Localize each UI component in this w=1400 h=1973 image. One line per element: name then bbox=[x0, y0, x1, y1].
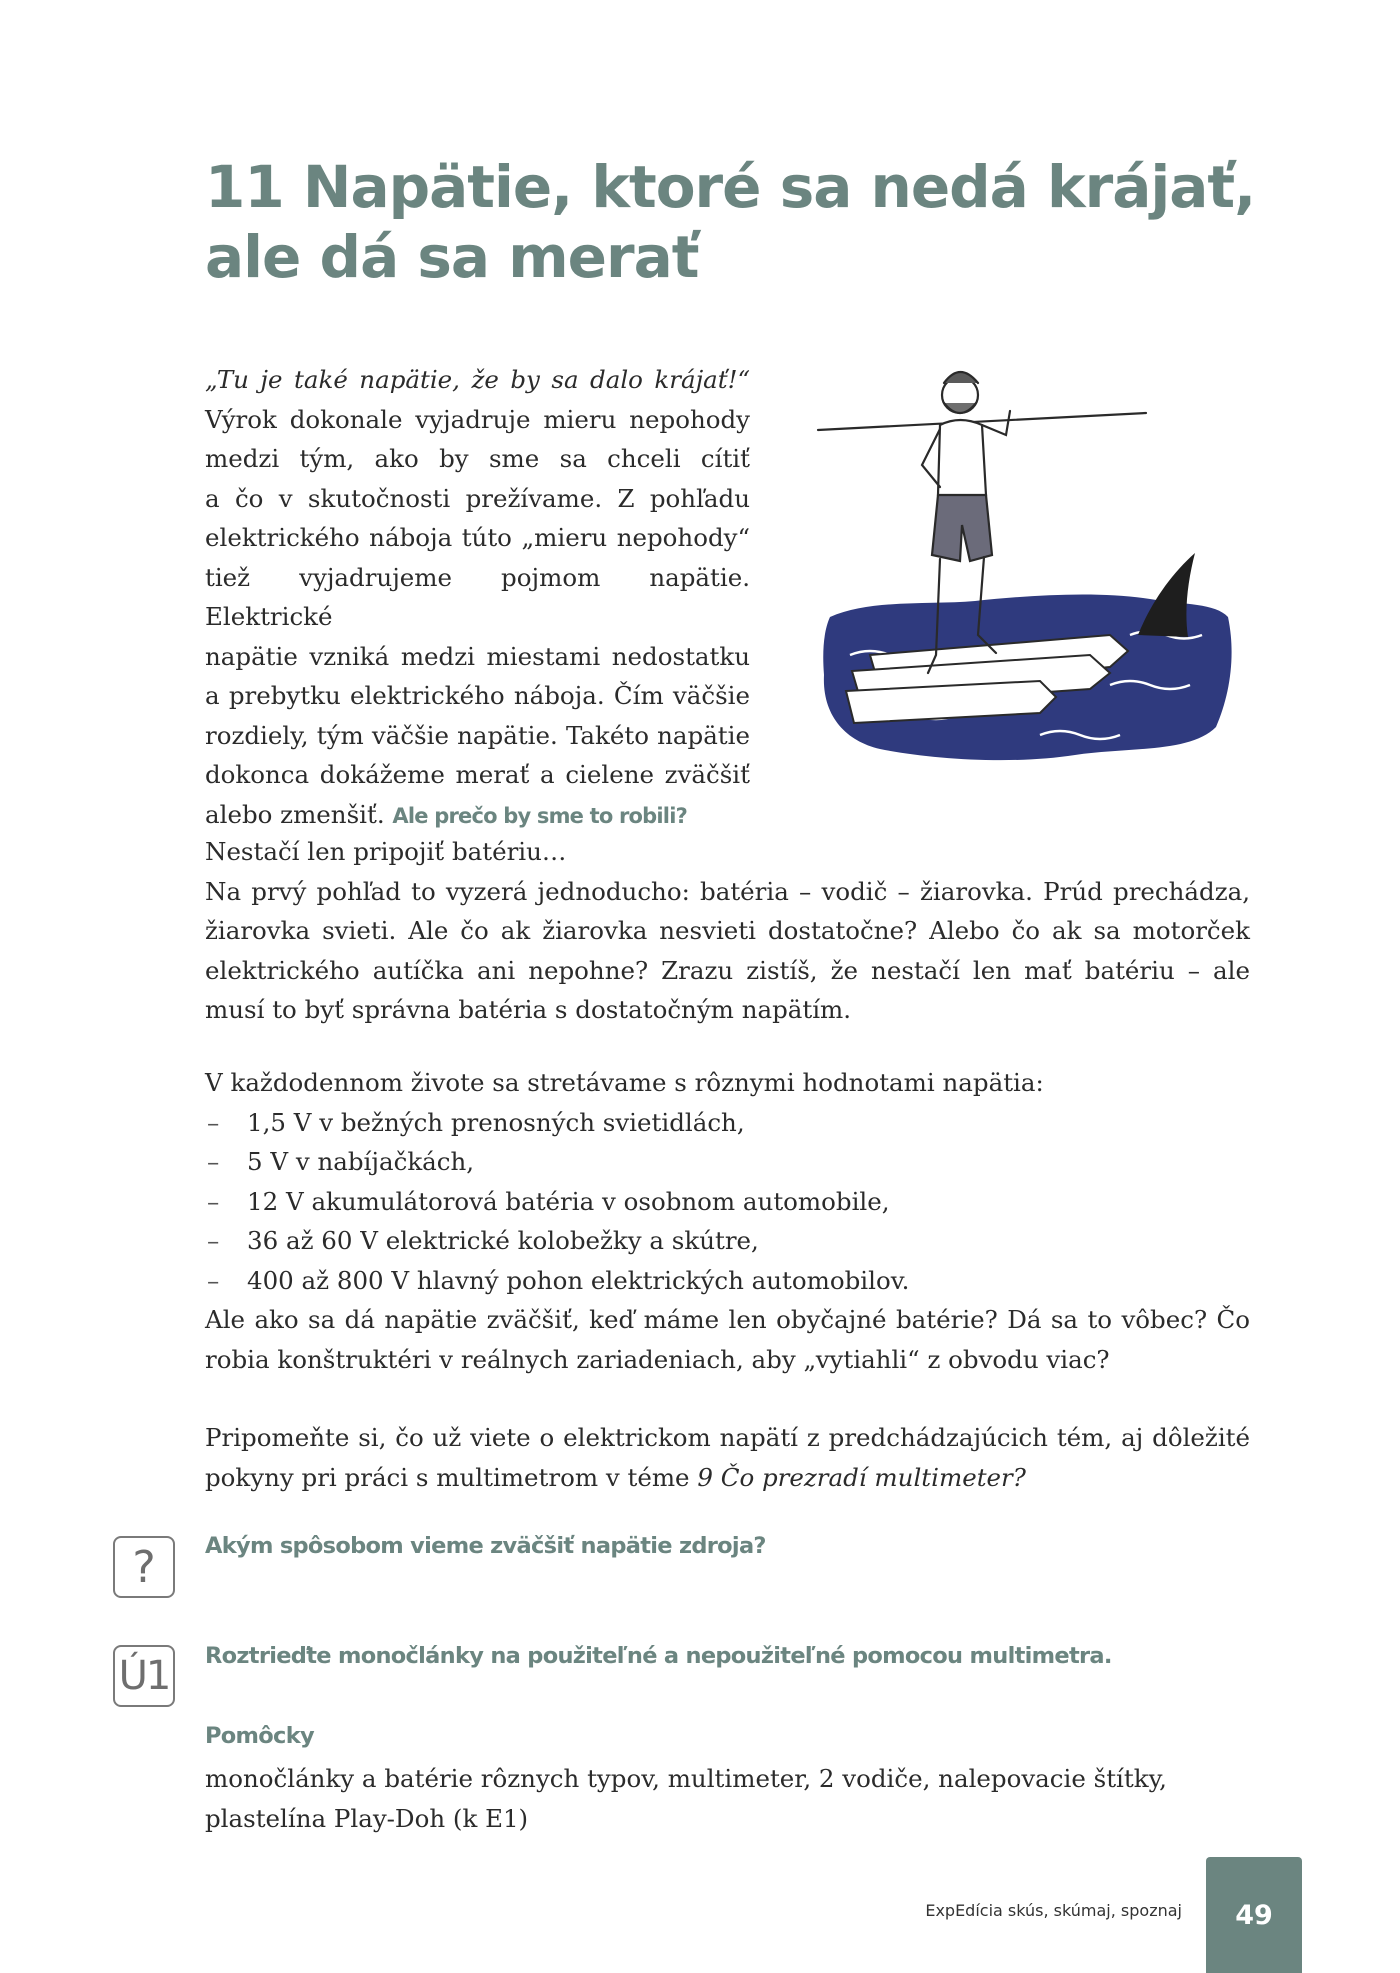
footer-book-title: ExpEdícia skús, skúmaj, spoznaj bbox=[925, 1901, 1182, 1920]
intro-line: a prebytku elektrického náboja. Čím väčšie bbox=[205, 681, 750, 710]
intro-last-line bbox=[205, 795, 750, 837]
shark-fin-icon bbox=[1138, 553, 1195, 637]
task-heading: Roztrieďte monočlánky na použiteľné a nepoužiteľné pomocou multimetra. bbox=[205, 1643, 1112, 1669]
intro-quote: „Tu je také napätie, že by sa dalo krájať!“ bbox=[205, 365, 750, 394]
intro-line: a čo v skutočnosti prežívame. Z pohľadu bbox=[205, 483, 750, 513]
tools-heading: Pomôcky bbox=[205, 1723, 314, 1749]
list-item: – 400 až 800 V hlavný pohon elektrických automobilov. bbox=[205, 1261, 1250, 1301]
section2-lead: V každodennom živote sa stretávame s rôznymi hodnotami napätia: bbox=[205, 1068, 1044, 1097]
section1-lead: Nestačí len pripojiť batériu… bbox=[205, 837, 567, 866]
intro-line: tiež vyjadrujeme pojmom napätie. Elektrické bbox=[205, 562, 750, 631]
question-heading: Akým spôsobom vieme zväčšiť napätie zdroja? bbox=[205, 1533, 766, 1559]
voltage-list bbox=[205, 1103, 1250, 1301]
list-item: – 5 V v nabíjačkách, bbox=[205, 1142, 1250, 1182]
castaway-raft-illustration bbox=[810, 355, 1240, 785]
question-icon: ? bbox=[113, 1536, 175, 1598]
page-number: 49 bbox=[1206, 1857, 1302, 1973]
intro-last-text: alebo zmenšiť. bbox=[205, 799, 385, 829]
intro-line: rozdiely, tým väčšie napätie. Takéto napätie bbox=[205, 720, 750, 750]
intro-paragraph bbox=[205, 360, 750, 836]
intro-line: dokonca dokážeme merať a cielene zväčšiť bbox=[205, 760, 750, 789]
list-item: – 12 V akumulátorová batéria v osobnom automobile, bbox=[205, 1182, 1250, 1222]
intro-line: napätie vzniká medzi miestami nedostatku bbox=[205, 641, 750, 671]
intro-line: elektrického náboja túto „mieru nepohody“ bbox=[205, 523, 750, 552]
section3-text: Pripomeňte si, čo už viete o elektrickom napätí z predchádzajúcich tém, aj dôležité pokyny pri práci s multimetrom v téme bbox=[205, 1423, 1250, 1492]
section2-after: Ale ako sa dá napätie zväčšiť, keď máme len obyčajné batérie? Dá sa to vôbec? Čo robia konštruktéri v reálnych zariadeniach, aby „vytiahli“ z obvodu viac? bbox=[205, 1305, 1250, 1374]
section-reminder bbox=[205, 1418, 1250, 1497]
task-icon: Ú1 bbox=[113, 1645, 175, 1707]
list-item: – 36 až 60 V elektrické kolobežky a skútre, bbox=[205, 1221, 1250, 1261]
section-voltage-values bbox=[205, 1063, 1250, 1379]
tools-text: monočlánky a batérie rôznych typov, multimeter, 2 vodiče, nalepovacie štítky, plastelína Play-Doh (k E1) bbox=[205, 1764, 1167, 1833]
intro-line: Výrok dokonale vyjadruje mieru nepohody bbox=[205, 404, 750, 434]
intro-highlight: Ale prečo by sme to robili? bbox=[392, 803, 687, 828]
chapter-title-line-1: 11 Napätie, ktoré sa nedá krájať, bbox=[205, 153, 1256, 221]
section3-reference: 9 Čo prezradí multimeter? bbox=[697, 1462, 1026, 1492]
chapter-title bbox=[205, 152, 1256, 292]
intro-line: medzi tým, ako by sme sa chceli cítiť bbox=[205, 444, 750, 473]
section-voltage-battery bbox=[205, 832, 1250, 1030]
section1-paragraph: Na prvý pohľad to vyzerá jednoducho: batéria – vodič – žiarovka. Prúd prechádza, žiarovka svieti. Ale čo ak žiarovka nesvieti dostatočne? Alebo čo ak sa motorček elektrického autíčka ani nepohne? Zrazu zistíš, že nestačí len mať batériu – ale musí to byť správna batéria s dostatočným napätím. bbox=[205, 876, 1250, 1024]
chapter-title-line-2: ale dá sa merať bbox=[205, 223, 699, 291]
list-item: – 1,5 V v bežných prenosných svietidlách, bbox=[205, 1103, 1250, 1143]
